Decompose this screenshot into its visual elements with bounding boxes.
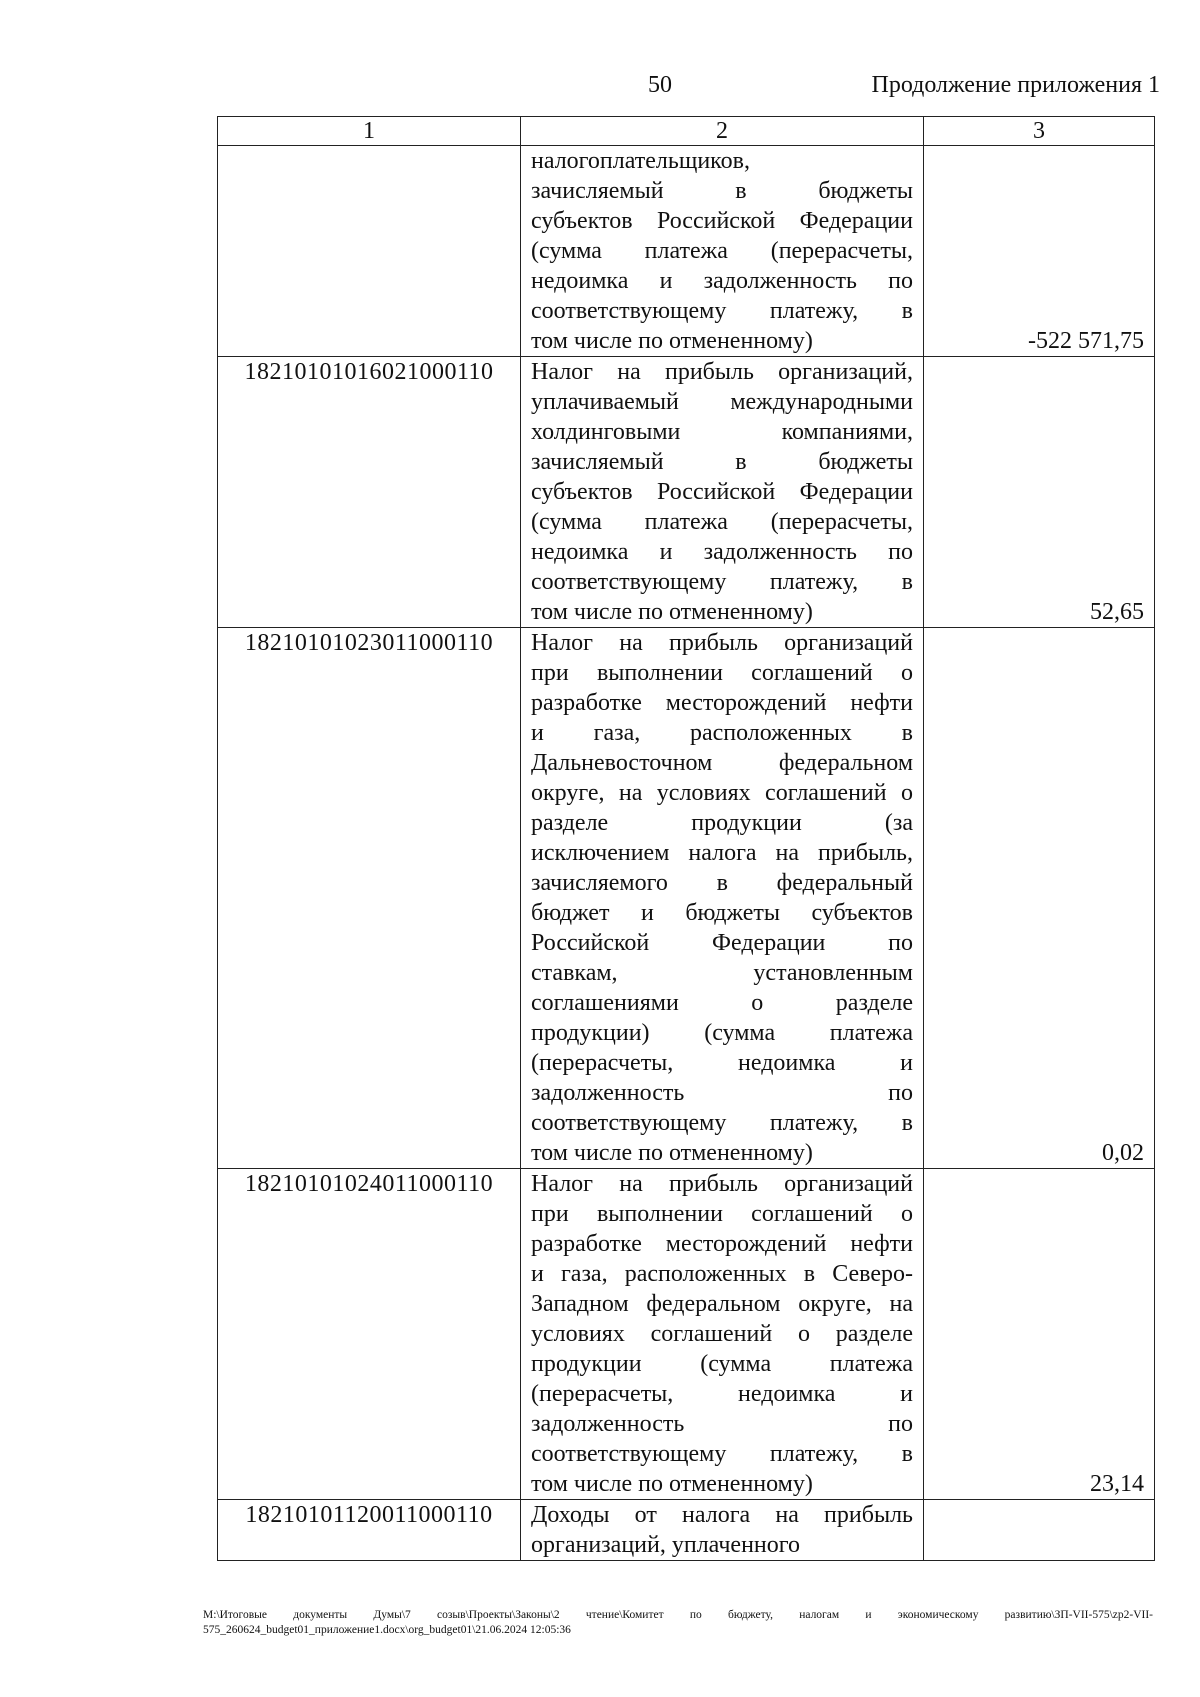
description-line: Доходы от налога на прибыль [531, 1502, 913, 1528]
budget-code-cell: 18210101024011000110 [218, 1169, 521, 1500]
description-line: соответствующему платежу, в [531, 1441, 913, 1467]
description-line: соглашениями о разделе [531, 990, 913, 1016]
description-line: задолженность по [531, 1411, 913, 1437]
budget-code-cell: 18210101023011000110 [218, 628, 521, 1169]
description-line: соответствующему платежу, в [531, 569, 913, 595]
document-path-footer: М:\Итоговые документы Думы\7 созыв\Проекты\Законы\2 чтение\Комитет по бюджету, налогам и экономическому развитию\ЗП-VII-575\zp2-VII-575_260624_budget01_приложение1.docx\org_budget01\21.06.2024 12:05:36 [203, 1609, 1153, 1636]
description-line: том числе по отмененному) [531, 599, 813, 625]
description-cell [521, 628, 924, 1169]
page-number: 50 [648, 72, 672, 98]
description-line: Западном федеральном округе, на [531, 1291, 913, 1317]
description-line: холдинговыми компаниями, [531, 419, 913, 445]
description-line: (сумма платежа (перерасчеты, [531, 509, 913, 535]
description-line: недоимка и задолженность по [531, 539, 913, 565]
description-line: налогоплательщиков, [531, 148, 750, 174]
amount-cell: 52,65 [924, 357, 1155, 628]
description-line: том числе по отмененному) [531, 328, 813, 354]
description-line: субъектов Российской Федерации [531, 479, 913, 505]
description-line: ставкам, установленным [531, 960, 913, 986]
budget-code-cell: 18210101120011000110 [218, 1500, 521, 1561]
description-line: и газа, расположенных в [531, 720, 913, 746]
description-line: Налог на прибыль организаций, [531, 359, 913, 385]
table-row [218, 1169, 1155, 1500]
description-line: том числе по отмененному) [531, 1471, 813, 1497]
description-line: продукции (сумма платежа [531, 1351, 913, 1377]
description-line: том числе по отмененному) [531, 1140, 813, 1166]
table-body [218, 146, 1155, 1561]
budget-table [217, 116, 1155, 1561]
table-row [218, 628, 1155, 1169]
description-line: бюджет и бюджеты субъектов [531, 900, 913, 926]
column-number-row [218, 117, 1155, 146]
description-line: и газа, расположенных в Северо- [531, 1261, 913, 1287]
description-line: зачисляемый в бюджеты [531, 449, 913, 475]
amount-cell: 0,02 [924, 628, 1155, 1169]
table-row [218, 1500, 1155, 1561]
description-line: разработке месторождений нефти [531, 690, 913, 716]
column-header-1: 1 [218, 117, 521, 146]
description-line: при выполнении соглашений о [531, 660, 913, 686]
description-line: округе, на условиях соглашений о [531, 780, 913, 806]
budget-code-cell [218, 146, 521, 357]
budget-code-cell: 18210101016021000110 [218, 357, 521, 628]
table-row [218, 357, 1155, 628]
description-line: при выполнении соглашений о [531, 1201, 913, 1227]
description-line: (сумма платежа (перерасчеты, [531, 238, 913, 264]
description-line: Дальневосточном федеральном [531, 750, 913, 776]
description-line: разделе продукции (за [531, 810, 913, 836]
description-cell [521, 146, 924, 357]
continuation-label: Продолжение приложения 1 [871, 72, 1160, 98]
description-line: (перерасчеты, недоимка и [531, 1050, 913, 1076]
description-line: недоимка и задолженность по [531, 268, 913, 294]
description-line: (перерасчеты, недоимка и [531, 1381, 913, 1407]
amount-cell: 23,14 [924, 1169, 1155, 1500]
description-cell [521, 1500, 924, 1561]
description-line: условиях соглашений о разделе [531, 1321, 913, 1347]
description-line: Налог на прибыль организаций [531, 1171, 913, 1197]
description-line: Российской Федерации по [531, 930, 913, 956]
description-line: субъектов Российской Федерации [531, 208, 913, 234]
description-line: Налог на прибыль организаций [531, 630, 913, 656]
column-header-2: 2 [521, 117, 924, 146]
description-line: задолженность по [531, 1080, 913, 1106]
amount-cell [924, 1500, 1155, 1561]
column-header-3: 3 [924, 117, 1155, 146]
description-line: продукции) (сумма платежа [531, 1020, 913, 1046]
description-line: зачисляемый в бюджеты [531, 178, 913, 204]
description-line: уплачиваемый международными [531, 389, 913, 415]
description-line: разработке месторождений нефти [531, 1231, 913, 1257]
description-line: исключением налога на прибыль, [531, 840, 913, 866]
description-line: соответствующему платежу, в [531, 298, 913, 324]
table-row [218, 146, 1155, 357]
description-line: зачисляемого в федеральный [531, 870, 913, 896]
description-line: организаций, уплаченного [531, 1532, 801, 1558]
description-cell [521, 357, 924, 628]
amount-cell: -522 571,75 [924, 146, 1155, 357]
description-line: соответствующему платежу, в [531, 1110, 913, 1136]
description-cell [521, 1169, 924, 1500]
